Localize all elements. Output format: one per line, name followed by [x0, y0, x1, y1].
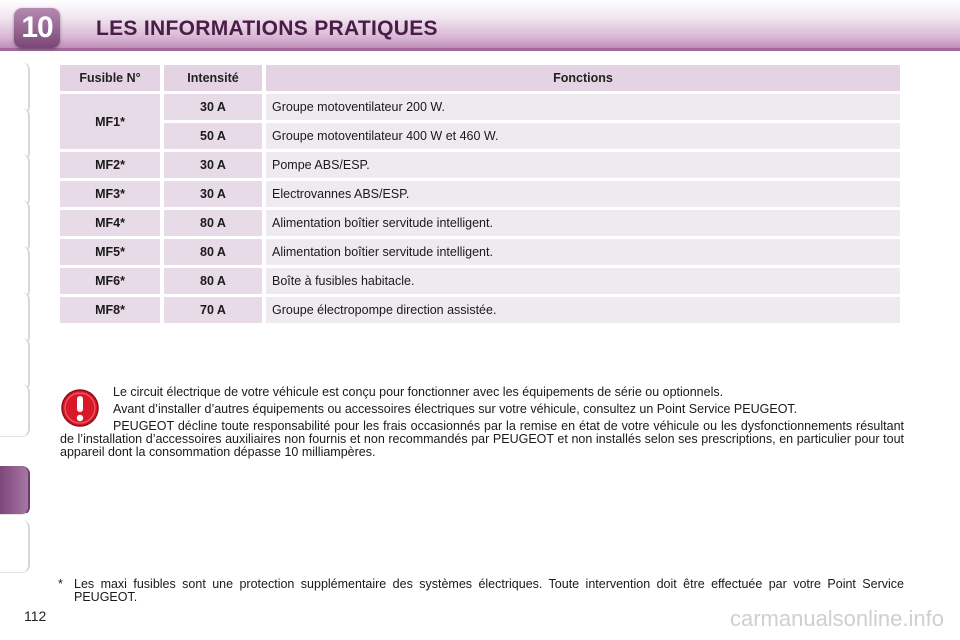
fuse-intensity: 50 A — [164, 123, 262, 149]
fuse-function: Groupe motoventilateur 200 W. — [266, 94, 900, 120]
fuse-function: Electrovannes ABS/ESP. — [266, 181, 900, 207]
table-row — [60, 210, 900, 236]
warning-paragraph: PEUGEOT décline toute responsabilité pour les frais occasionnés par la remise en état de votre véhicule ou les dysfonctionnements résultant de l’installation d’accessoires auxiliaires non fournis et non recommandés par PEUGEOT et non installés selon ses prescriptions, en particulier pour tout appareil dont la consommation dépasse 10 milliampères. — [60, 419, 904, 459]
chapter-title: LES INFORMATIONS PRATIQUES — [96, 17, 438, 40]
fuse-number: MF4* — [60, 210, 160, 236]
footnote — [58, 578, 904, 604]
fuse-function: Pompe ABS/ESP. — [266, 152, 900, 178]
table-header-row — [60, 65, 900, 91]
fuse-function: Alimentation boîtier servitude intelligent. — [266, 239, 900, 265]
fuse-number: MF2* — [60, 152, 160, 178]
table-row — [60, 268, 900, 294]
chapter-tab-active[interactable] — [0, 466, 30, 515]
fuse-function: Alimentation boîtier servitude intelligent. — [266, 210, 900, 236]
fuse-intensity: 80 A — [164, 239, 262, 265]
page-number: 112 — [24, 608, 47, 624]
table-row — [60, 239, 900, 265]
fuse-intensity: 30 A — [164, 152, 262, 178]
fuse-number: MF6* — [60, 268, 160, 294]
fuse-intensity: 30 A — [164, 94, 262, 120]
warning-box — [60, 386, 904, 463]
fuse-intensity: 30 A — [164, 181, 262, 207]
fuse-number: MF1* — [60, 94, 160, 149]
table-row — [60, 297, 900, 323]
fuse-function: Groupe électropompe direction assistée. — [266, 297, 900, 323]
table-row — [60, 181, 900, 207]
chapter-tab-strip — [0, 62, 30, 572]
fuse-intensity: 80 A — [164, 210, 262, 236]
fuse-intensity: 70 A — [164, 297, 262, 323]
chapter-badge: 10 — [14, 8, 60, 48]
chapter-tab[interactable] — [0, 520, 30, 573]
column-header-intensity: Intensité — [164, 65, 262, 91]
table-row — [60, 123, 900, 149]
footnote-text: Les maxi fusibles sont une protection supplémentaire des systèmes électriques. Toute intervention doit être effectuée par votre Point Service PEUGEOT. — [74, 577, 904, 604]
fuse-table — [56, 62, 904, 326]
fuse-number: MF5* — [60, 239, 160, 265]
fuse-function: Boîte à fusibles habitacle. — [266, 268, 900, 294]
fuse-intensity: 80 A — [164, 268, 262, 294]
table-row — [60, 152, 900, 178]
warning-paragraph: Le circuit électrique de votre véhicule est conçu pour fonctionner avec les équipements de série ou optionnels. — [113, 385, 724, 399]
chapter-tab[interactable] — [0, 384, 30, 437]
table-row — [60, 94, 900, 120]
fuse-function: Groupe motoventilateur 400 W et 460 W. — [266, 123, 900, 149]
column-header-fuse: Fusible N° — [60, 65, 160, 91]
fuse-number: MF3* — [60, 181, 160, 207]
warning-paragraph: Avant d’installer d’autres équipements ou accessoires électriques sur votre véhicule, consultez un Point Service PEUGEOT. — [113, 402, 798, 416]
watermark: carmanualsonline.info — [729, 606, 944, 631]
header-rule — [0, 48, 960, 51]
footnote-marker: * — [58, 577, 63, 591]
column-header-functions: Fonctions — [266, 65, 900, 91]
fuse-number: MF8* — [60, 297, 160, 323]
